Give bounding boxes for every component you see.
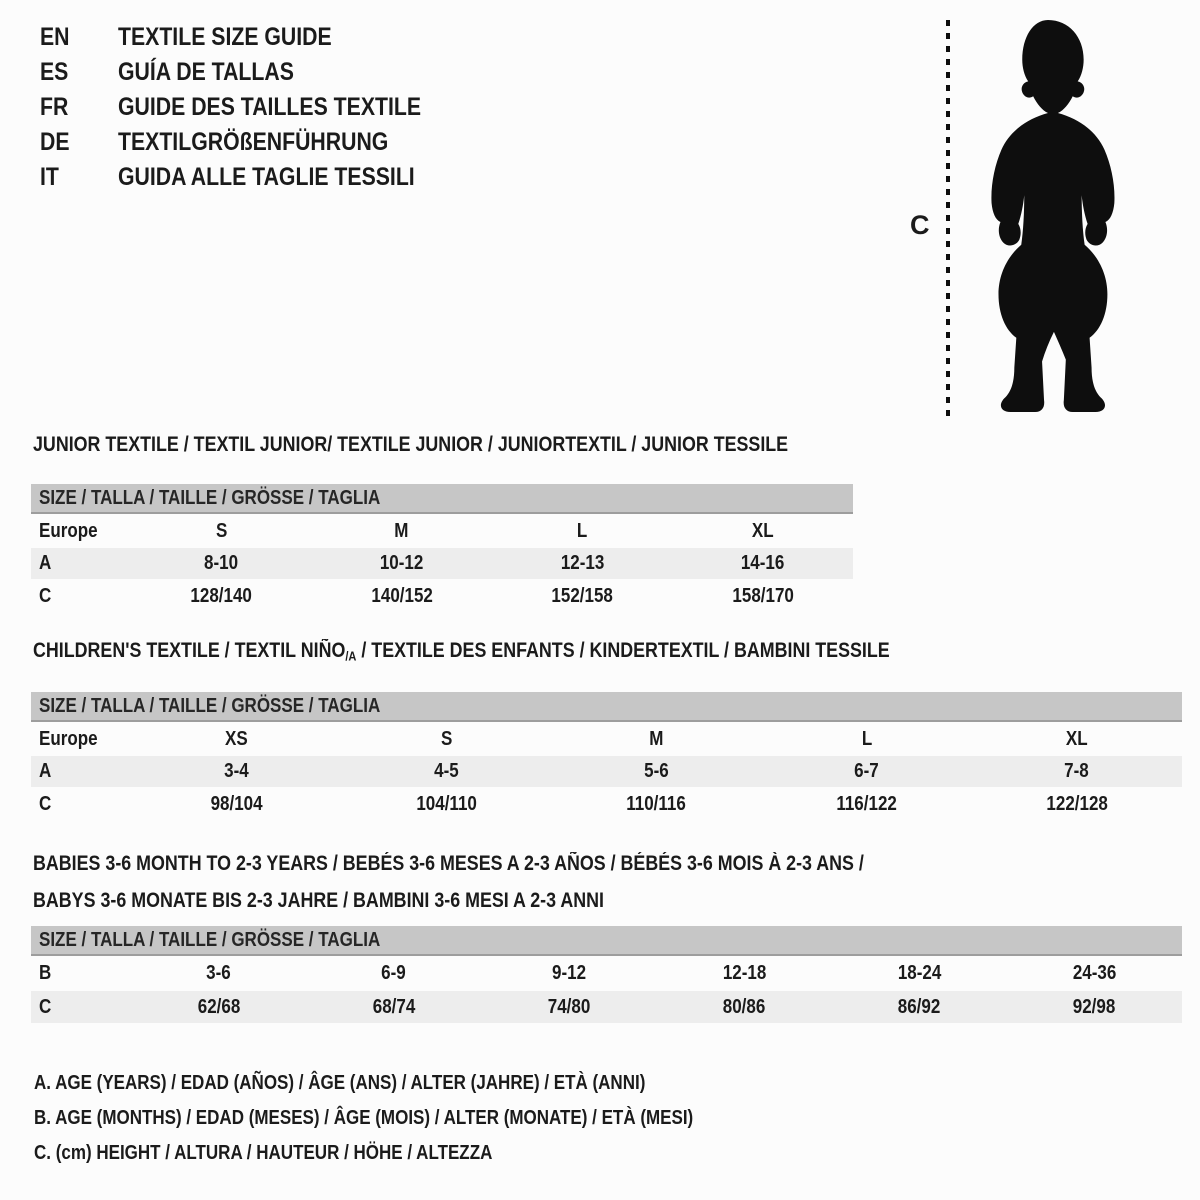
age-cell: 5-6 — [644, 760, 669, 782]
height-cell: 86/92 — [897, 995, 941, 1018]
language-row-es — [40, 55, 475, 90]
age-cell: 24-36 — [1072, 962, 1117, 984]
children-size-table — [31, 692, 1182, 821]
section-title-junior: JUNIOR TEXTILE / TEXTIL JUNIOR/ TEXTILE JUNIOR / JUNIORTEXTIL / JUNIOR TESSILE — [33, 433, 789, 456]
size-header-bar: SIZE / TALLA / TAILLE / GRÖSSE / TAGLIA — [31, 692, 1182, 722]
row-label: C — [39, 584, 52, 607]
height-cell: 74/80 — [547, 995, 591, 1018]
age-cell: 10-12 — [380, 552, 424, 574]
height-cell: 68/74 — [372, 995, 416, 1018]
language-row-it — [40, 160, 475, 195]
language-row-fr — [40, 90, 475, 125]
size-cell: XL — [751, 519, 774, 542]
table-row-europe — [31, 722, 1182, 756]
guide-title-fr: GUIDE DES TAILLES TEXTILE — [118, 93, 422, 121]
row-label: B — [39, 962, 52, 984]
height-cell: 152/158 — [551, 584, 613, 607]
height-cell: 104/110 — [416, 792, 477, 815]
height-cell: 140/152 — [371, 584, 433, 607]
age-cell: 18-24 — [897, 962, 942, 984]
age-cell: 4-5 — [434, 760, 459, 782]
guide-title-de: TEXTILGRÖßENFÜHRUNG — [118, 128, 389, 156]
size-cell: M — [649, 727, 664, 750]
age-cell: 3-4 — [223, 760, 249, 782]
height-measure-dashed-line — [946, 20, 950, 418]
size-header-bar: SIZE / TALLA / TAILLE / GRÖSSE / TAGLIA — [31, 926, 1182, 956]
guide-title-es: GUÍA DE TALLAS — [118, 58, 294, 86]
height-measure-label: C — [910, 210, 930, 240]
size-cell: S — [215, 519, 227, 542]
height-cell: 122/128 — [1046, 792, 1108, 815]
language-row-de — [40, 125, 475, 160]
row-label: Europe — [39, 727, 98, 750]
row-label: A — [39, 760, 52, 782]
size-cell: M — [394, 519, 409, 542]
row-label: A — [39, 552, 52, 574]
babies-size-table — [31, 926, 1182, 1023]
table-row-height — [31, 991, 1182, 1023]
age-cell: 12-13 — [560, 552, 604, 574]
section-title-babies: BABIES 3-6 MONTH TO 2-3 YEARS / BEBÉS 3-6 MESES A 2-3 AÑOS / BÉBÉS 3-6 MOIS À 2-3 ANS / BABYS 3-6 MONATE BIS 2-3 JAHRE / BAMBINI 3-6 MESI A 2-3 ANNI — [33, 852, 864, 912]
language-code: FR — [40, 93, 69, 121]
age-cell: 9-12 — [551, 962, 586, 984]
height-cell: 116/122 — [836, 792, 897, 815]
language-code: EN — [40, 23, 70, 51]
guide-title-en: TEXTILE SIZE GUIDE — [118, 23, 332, 51]
guide-title-it: GUIDA ALLE TAGLIE TESSILI — [118, 163, 415, 191]
height-cell: 98/104 — [210, 792, 263, 815]
table-row-height — [31, 579, 853, 613]
language-title-list — [40, 20, 475, 195]
size-cell: XL — [1066, 727, 1088, 750]
legend-line-c: C. (cm) HEIGHT / ALTURA / HAUTEUR / HÖHE / ALTEZZA — [34, 1142, 493, 1164]
age-cell: 3-6 — [206, 962, 231, 984]
height-cell: 128/140 — [190, 584, 252, 607]
measurement-legend — [34, 1066, 810, 1171]
nino-a-subscript: /A — [345, 648, 357, 664]
table-row-age — [31, 756, 1182, 787]
age-cell: 7-8 — [1064, 760, 1090, 782]
legend-line-b: B. AGE (MONTHS) / EDAD (MESES) / ÂGE (MOIS) / ALTER (MONATE) / ETÀ (MESI) — [34, 1107, 694, 1129]
age-cell: 12-18 — [722, 962, 766, 984]
age-cell: 6-7 — [854, 760, 879, 782]
row-label: C — [39, 995, 52, 1018]
table-row-age — [31, 548, 853, 579]
age-cell: 14-16 — [741, 552, 785, 574]
size-header-bar: SIZE / TALLA / TAILLE / GRÖSSE / TAGLIA — [31, 484, 853, 514]
height-cell: 62/68 — [197, 995, 240, 1018]
language-code: IT — [40, 163, 59, 191]
language-row-en — [40, 20, 475, 55]
size-cell: L — [577, 519, 588, 542]
height-cell: 110/116 — [626, 792, 687, 815]
height-cell: 80/86 — [722, 995, 766, 1018]
age-cell: 6-9 — [381, 962, 407, 984]
row-label: C — [39, 792, 52, 815]
section-title-children: CHILDREN'S TEXTILE / TEXTIL NIÑO/A / TEXTILE DES ENFANTS / KINDERTEXTIL / BAMBINI TESSILE — [33, 639, 890, 664]
size-cell: S — [440, 727, 452, 750]
size-cell: XS — [224, 727, 248, 750]
age-cell: 8-10 — [204, 552, 239, 574]
legend-line-a: A. AGE (YEARS) / EDAD (AÑOS) / ÂGE (ANS) / ALTER (JAHRE) / ETÀ (ANNI) — [34, 1072, 646, 1094]
toddler-silhouette-image — [962, 16, 1134, 416]
language-code: ES — [40, 58, 69, 86]
table-row-europe — [31, 514, 853, 548]
size-cell: L — [861, 727, 872, 750]
table-row-height — [31, 787, 1182, 821]
language-code: DE — [40, 128, 70, 156]
junior-size-table — [31, 484, 853, 613]
height-cell: 158/170 — [732, 584, 794, 607]
height-cell: 92/98 — [1073, 995, 1116, 1018]
table-row-age-months — [31, 956, 1182, 991]
row-label: Europe — [39, 519, 98, 542]
